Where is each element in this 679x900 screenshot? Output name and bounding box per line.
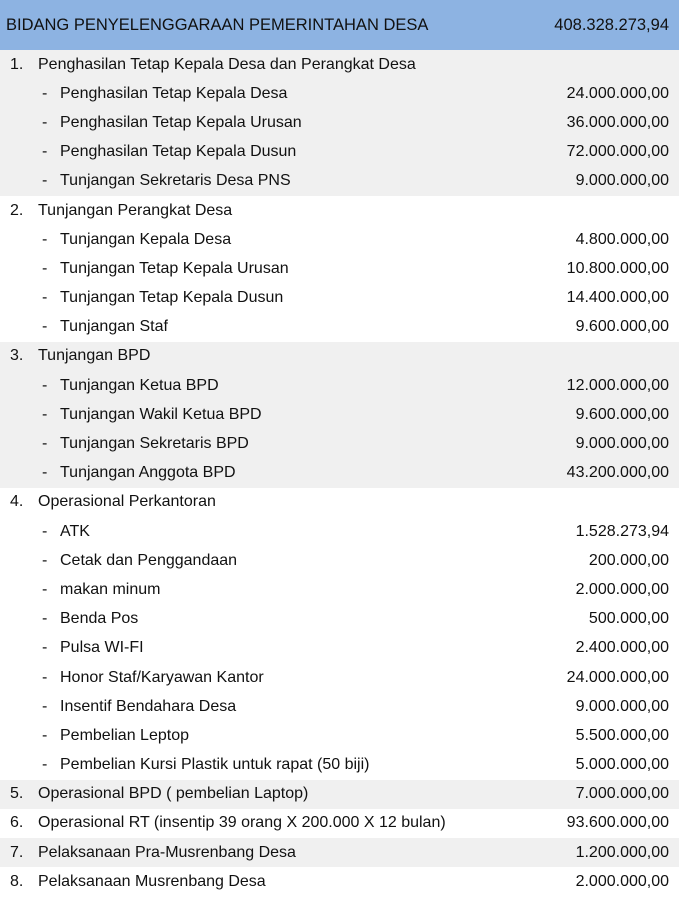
item-dash: -: [42, 551, 48, 569]
item-amount: 9.000.000,00: [575, 172, 669, 190]
item-amount: 43.200.000,00: [566, 464, 669, 482]
section-number: 8.: [10, 872, 24, 890]
item-amount: 12.000.000,00: [566, 376, 669, 394]
item-label: Pembelian Kursi Plastik untuk rapat (50 biji): [60, 756, 370, 774]
budget-table: [0, 50, 679, 896]
section-amount: 7.000.000,00: [575, 785, 669, 803]
item-row: [0, 254, 679, 283]
item-amount: 9.000.000,00: [575, 697, 669, 715]
section-title: Operasional RT (insentip 39 orang X 200.000 X 12 bulan): [38, 814, 446, 832]
item-amount: 5.500.000,00: [575, 726, 669, 744]
item-amount: 2.400.000,00: [575, 639, 669, 657]
section-number: 2.: [10, 201, 24, 219]
section-number: 1.: [10, 55, 24, 73]
item-dash: -: [42, 113, 48, 131]
section-number: 3.: [10, 347, 24, 365]
item-label: Tunjangan Wakil Ketua BPD: [60, 405, 262, 423]
item-amount: 5.000.000,00: [575, 756, 669, 774]
item-amount: 24.000.000,00: [566, 84, 669, 102]
section-title: Operasional BPD ( pembelian Laptop): [38, 785, 309, 803]
item-row: [0, 751, 679, 780]
item-dash: -: [42, 756, 48, 774]
item-label: Tunjangan Tetap Kepala Urusan: [60, 259, 289, 277]
item-amount: 4.800.000,00: [575, 230, 669, 248]
item-row: [0, 138, 679, 167]
section-number: 7.: [10, 843, 24, 861]
item-label: Insentif Bendahara Desa: [60, 697, 237, 715]
section-title: Pelaksanaan Pra-Musrenbang Desa: [38, 843, 296, 861]
item-dash: -: [42, 289, 48, 307]
item-row: [0, 429, 679, 458]
item-row: [0, 721, 679, 750]
item-row: [0, 634, 679, 663]
item-dash: -: [42, 668, 48, 686]
item-dash: -: [42, 726, 48, 744]
section-title: Penghasilan Tetap Kepala Desa dan Perangkat Desa: [38, 55, 416, 73]
item-amount: 9.600.000,00: [575, 318, 669, 336]
item-amount: 500.000,00: [588, 610, 669, 628]
item-amount: 9.000.000,00: [575, 435, 669, 453]
table-header: [0, 0, 679, 50]
item-row: [0, 225, 679, 254]
item-label: Penghasilan Tetap Kepala Urusan: [60, 113, 302, 131]
section-row: [0, 488, 679, 517]
item-row: [0, 692, 679, 721]
item-row: [0, 313, 679, 342]
item-row: [0, 284, 679, 313]
section-row: [0, 780, 679, 809]
item-label: Honor Staf/Karyawan Kantor: [60, 668, 264, 686]
header-title: BIDANG PENYELENGGARAAN PEMERINTAHAN DESA: [6, 15, 429, 34]
item-label: ATK: [60, 522, 90, 540]
section-amount: 1.200.000,00: [575, 843, 669, 861]
item-row: [0, 575, 679, 604]
item-dash: -: [42, 580, 48, 598]
item-label: Penghasilan Tetap Kepala Dusun: [60, 143, 297, 161]
item-amount: 200.000,00: [588, 551, 669, 569]
item-dash: -: [42, 376, 48, 394]
item-dash: -: [42, 435, 48, 453]
item-row: [0, 663, 679, 692]
item-dash: -: [42, 84, 48, 102]
item-row: [0, 79, 679, 108]
item-dash: -: [42, 230, 48, 248]
item-label: Tunjangan Kepala Desa: [60, 230, 232, 248]
section-title: Tunjangan Perangkat Desa: [38, 201, 233, 219]
item-amount: 1.528.273,94: [575, 522, 669, 540]
item-label: makan minum: [60, 580, 161, 598]
section-amount: 2.000.000,00: [575, 872, 669, 890]
section-row: [0, 809, 679, 838]
item-row: [0, 546, 679, 575]
item-dash: -: [42, 610, 48, 628]
section-number: 5.: [10, 785, 24, 803]
item-dash: -: [42, 639, 48, 657]
item-amount: 2.000.000,00: [575, 580, 669, 598]
item-row: [0, 459, 679, 488]
item-amount: 9.600.000,00: [575, 405, 669, 423]
item-amount: 36.000.000,00: [566, 113, 669, 131]
item-amount: 10.800.000,00: [566, 259, 669, 277]
section-row: [0, 342, 679, 371]
item-dash: -: [42, 318, 48, 336]
item-amount: 72.000.000,00: [566, 143, 669, 161]
item-label: Benda Pos: [60, 610, 139, 628]
item-row: [0, 605, 679, 634]
item-row: [0, 108, 679, 137]
item-row: [0, 167, 679, 196]
item-label: Tunjangan Tetap Kepala Dusun: [60, 289, 284, 307]
item-label: Tunjangan Ketua BPD: [60, 376, 219, 394]
section-number: 6.: [10, 814, 24, 832]
item-label: Tunjangan Sekretaris BPD: [60, 435, 249, 453]
item-row: [0, 400, 679, 429]
header-total: 408.328.273,94: [554, 15, 669, 34]
item-label: Cetak dan Penggandaan: [60, 551, 238, 569]
item-dash: -: [42, 172, 48, 190]
item-row: [0, 517, 679, 546]
item-row: [0, 371, 679, 400]
item-label: Pembelian Leptop: [60, 726, 189, 744]
section-title: Pelaksanaan Musrenbang Desa: [38, 872, 266, 890]
item-label: Tunjangan Anggota BPD: [60, 464, 236, 482]
item-dash: -: [42, 464, 48, 482]
section-amount: 93.600.000,00: [566, 814, 669, 832]
item-amount: 14.400.000,00: [566, 289, 669, 307]
section-row: [0, 838, 679, 867]
item-dash: -: [42, 522, 48, 540]
item-dash: -: [42, 143, 48, 161]
section-row: [0, 196, 679, 225]
section-row: [0, 867, 679, 896]
section-number: 4.: [10, 493, 24, 511]
item-label: Tunjangan Staf: [60, 318, 168, 336]
item-label: Penghasilan Tetap Kepala Desa: [60, 84, 288, 102]
section-row: [0, 50, 679, 79]
section-title: Tunjangan BPD: [38, 347, 151, 365]
item-dash: -: [42, 405, 48, 423]
item-dash: -: [42, 259, 48, 277]
item-label: Pulsa WI-FI: [60, 639, 144, 657]
item-dash: -: [42, 697, 48, 715]
section-title: Operasional Perkantoran: [38, 493, 216, 511]
item-label: Tunjangan Sekretaris Desa PNS: [60, 172, 291, 190]
item-amount: 24.000.000,00: [566, 668, 669, 686]
